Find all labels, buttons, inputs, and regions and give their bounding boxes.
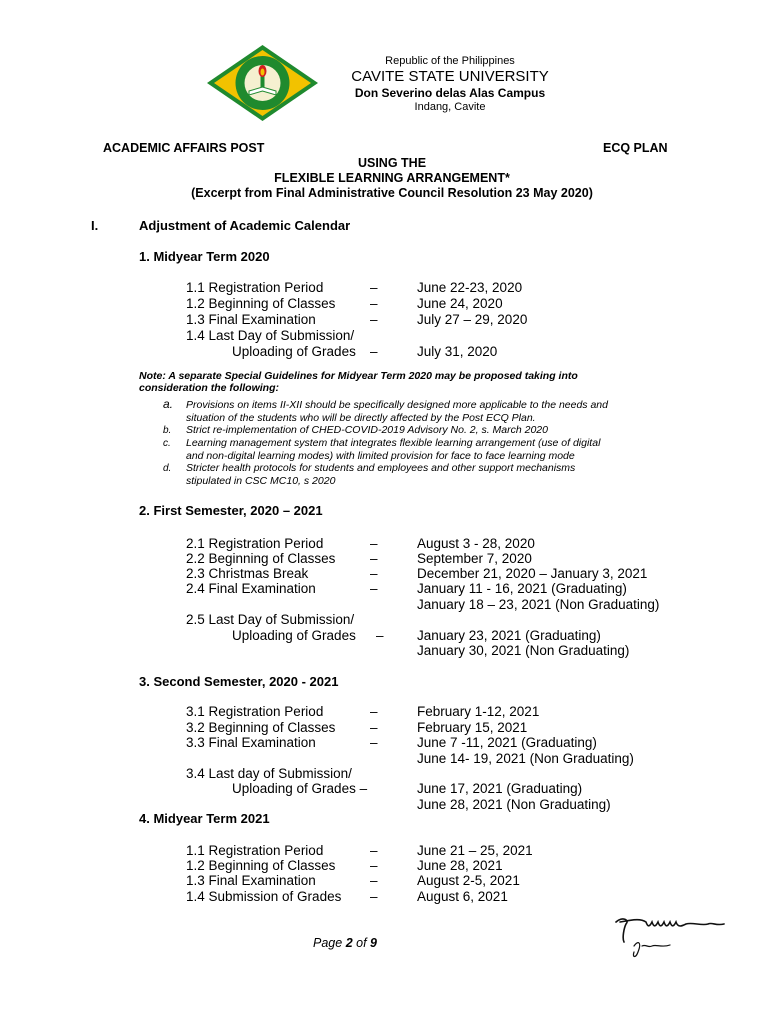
note-text: and non-digital learning modes) with limited provision for face to face learning mode [186, 450, 575, 462]
campus-name: Don Severino delas Alas Campus [354, 86, 546, 100]
item-label: 2.1 Registration Period [186, 536, 324, 551]
dash: – [370, 536, 378, 551]
item-value: June 28, 2021 [417, 858, 503, 873]
dash: – [370, 720, 378, 735]
campus-location: Indang, Cavite [414, 101, 486, 113]
item-value: January 11 - 16, 2021 (Graduating) [417, 581, 627, 596]
dash: – [370, 581, 378, 596]
list-item [186, 328, 706, 344]
dash: – [370, 566, 378, 581]
item-label: 3.1 Registration Period [186, 704, 324, 719]
item-value: August 2-5, 2021 [417, 873, 520, 888]
page-number [313, 936, 377, 950]
list-item [186, 781, 706, 797]
item-label: 1.1 Registration Period [186, 280, 324, 295]
dash: – [370, 858, 378, 873]
republic-line: Republic of the Philippines [385, 55, 515, 67]
note-letter: d. [163, 463, 172, 474]
dash: – [370, 344, 378, 359]
dash: – [370, 551, 378, 566]
title-line-2: FLEXIBLE LEARNING ARRANGEMENT* [274, 171, 510, 185]
list-item [186, 344, 706, 360]
item-label: 2.4 Final Examination [186, 581, 316, 596]
dash: – [370, 704, 378, 719]
item-label: 1.3 Final Examination [186, 312, 316, 327]
list-item [186, 704, 706, 720]
item-label: 2.2 Beginning of Classes [186, 551, 336, 566]
item-label: 1.3 Final Examination [186, 873, 316, 888]
note-letter: b. [163, 425, 172, 436]
list-item [186, 612, 706, 628]
dash: – [370, 312, 378, 327]
item-value: December 21, 2020 – January 3, 2021 [417, 566, 648, 581]
list-item [186, 597, 706, 613]
list-item [186, 889, 706, 905]
item-value: February 1-12, 2021 [417, 704, 540, 719]
item-label: 1.1 Registration Period [186, 843, 324, 858]
academic-affairs-post-label: ACADEMIC AFFAIRS POST [103, 141, 265, 155]
item-label: 3.2 Beginning of Classes [186, 720, 336, 735]
item-value: September 7, 2020 [417, 551, 532, 566]
list-item [186, 566, 706, 582]
item-value: January 18 – 23, 2021 (Non Graduating) [417, 597, 660, 612]
note-text: situation of the students who will be directly affected by the Post ECQ Plan. [186, 412, 536, 424]
note-text: stipulated in CSC MC10, s 2020 [186, 475, 336, 487]
dash: – [370, 889, 378, 904]
section-numeral: I. [91, 218, 99, 233]
university-name: CAVITE STATE UNIVERSITY [351, 68, 549, 85]
item-value: August 6, 2021 [417, 889, 508, 904]
list-item [186, 766, 706, 782]
list-item [186, 843, 706, 859]
item-value: June 14- 19, 2021 (Non Graduating) [417, 751, 634, 766]
item-label: Uploading of Grades [232, 628, 356, 643]
item-value: July 27 – 29, 2020 [417, 312, 528, 327]
list-item [186, 735, 706, 751]
dash: – [370, 873, 378, 888]
item-label: 1.2 Beginning of Classes [186, 858, 336, 873]
item-value: June 24, 2020 [417, 296, 503, 311]
item-value: February 15, 2021 [417, 720, 528, 735]
item-label: 2.3 Christmas Break [186, 566, 309, 581]
page-word: Page [313, 936, 343, 950]
list-item [186, 643, 706, 659]
item-label: 2.5 Last Day of Submission/ [186, 612, 355, 627]
list-item [186, 858, 706, 874]
page-total: 9 [370, 936, 377, 950]
item-label: Uploading of Grades [232, 344, 356, 359]
signature-image [612, 912, 732, 964]
item-value: August 3 - 28, 2020 [417, 536, 535, 551]
section-title: Adjustment of Academic Calendar [139, 218, 351, 233]
list-item [186, 296, 706, 312]
item-label: 3.4 Last day of Submission/ [186, 766, 352, 781]
list-item [186, 751, 706, 767]
list-item [186, 720, 706, 736]
item-label: 1.4 Submission of Grades [186, 889, 342, 904]
dash: – [370, 735, 378, 750]
item-value: January 30, 2021 (Non Graduating) [417, 643, 630, 658]
list-item [186, 536, 706, 552]
item-value: June 17, 2021 (Graduating) [417, 781, 583, 796]
list-item [186, 581, 706, 597]
item-value: June 7 -11, 2021 (Graduating) [417, 735, 597, 750]
first-semester-heading: 2. First Semester, 2020 – 2021 [139, 503, 323, 518]
midyear-2020-heading: 1. Midyear Term 2020 [139, 249, 270, 264]
note-intro-2: consideration the following: [139, 382, 279, 394]
dash: – [370, 843, 378, 858]
note-intro: Note: A separate Special Guidelines for Midyear Term 2020 may be proposed taking into [139, 370, 578, 382]
note-letter: c. [163, 438, 171, 449]
note-text: Provisions on items II-XII should be specifically designed more applicable to the needs and [186, 399, 608, 411]
dash: – [376, 628, 384, 643]
note-letter: a. [163, 397, 174, 411]
item-label: 3.3 Final Examination [186, 735, 316, 750]
list-item [186, 312, 706, 328]
title-line-3: (Excerpt from Final Administrative Council Resolution 23 May 2020) [191, 186, 593, 200]
item-value: June 22-23, 2020 [417, 280, 523, 295]
list-item [186, 280, 706, 296]
item-value: June 28, 2021 (Non Graduating) [417, 797, 611, 812]
second-semester-heading: 3. Second Semester, 2020 - 2021 [139, 674, 339, 689]
note-text: Learning management system that integrates flexible learning arrangement (use of digital [186, 437, 601, 449]
item-value: July 31, 2020 [417, 344, 498, 359]
item-value: June 21 – 25, 2021 [417, 843, 533, 858]
item-value: January 23, 2021 (Graduating) [417, 628, 601, 643]
note-text: Strict re-implementation of CHED-COVID-2019 Advisory No. 2, s. March 2020 [186, 424, 548, 436]
title-line-1: USING THE [357, 156, 427, 170]
midyear-2021-heading: 4. Midyear Term 2021 [139, 811, 270, 826]
page-current: 2 [345, 936, 353, 950]
list-item [186, 628, 706, 644]
item-label: 1.4 Last Day of Submission/ [186, 328, 355, 343]
ecq-plan-label: ECQ PLAN [603, 141, 668, 155]
note-text: Stricter health protocols for students and employees and other support mechanisms [186, 462, 576, 474]
list-item [186, 873, 706, 889]
dash: – [370, 296, 378, 311]
item-label: 1.2 Beginning of Classes [186, 296, 336, 311]
item-label: Uploading of Grades – [232, 781, 368, 796]
dash: – [370, 280, 378, 295]
of-word: of [356, 936, 367, 950]
list-item [186, 551, 706, 567]
